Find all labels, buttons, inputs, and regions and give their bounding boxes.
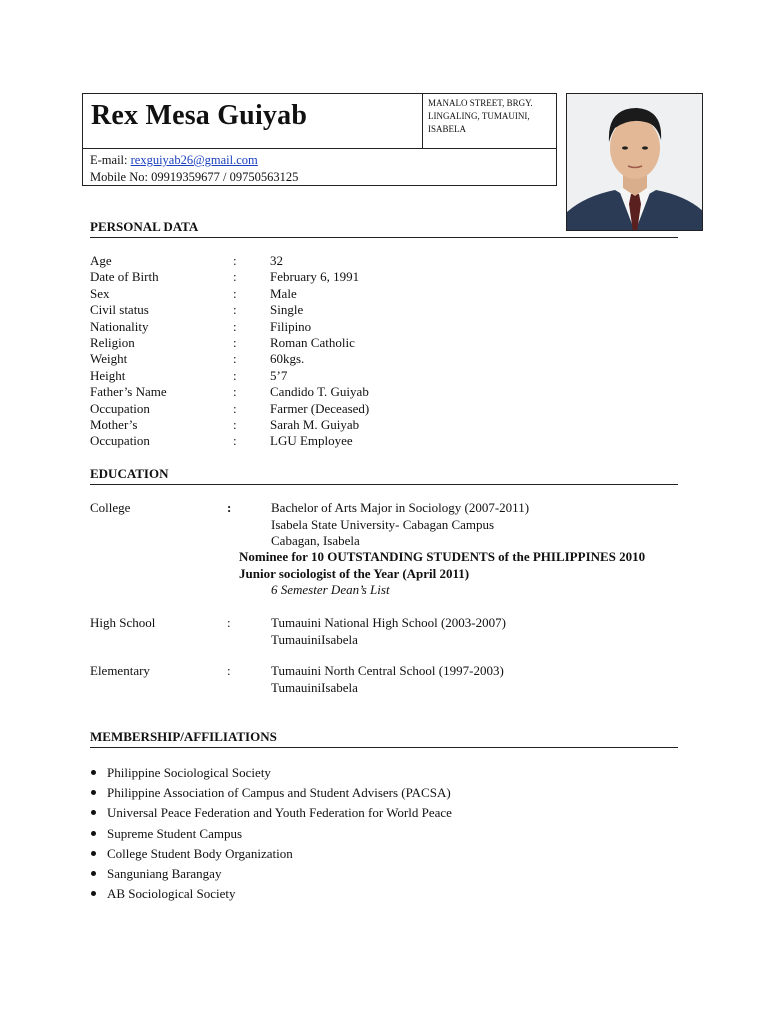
field-label: Mother’s [90, 417, 138, 432]
field-colon: : [233, 417, 237, 432]
field-colon: : [233, 335, 237, 350]
education-level-label: College [90, 500, 131, 515]
field-value: 60kgs. [270, 351, 305, 367]
college-location: Cabagan, Isabela [271, 533, 360, 548]
field-value: Farmer (Deceased) [270, 400, 370, 416]
profile-photo [566, 93, 703, 231]
education-level-label: Elementary [90, 663, 150, 678]
membership-name: Universal Peace Federation and Youth Federation for World Peace [107, 805, 452, 821]
address-line: ISABELA [428, 124, 466, 134]
elementary-location: TumauiniIsabela [271, 679, 358, 695]
email-link[interactable]: rexguiyab26@gmail.com [130, 153, 258, 167]
membership-name: AB Sociological Society [107, 886, 236, 902]
field-label: Weight [90, 351, 128, 367]
address-cell [423, 94, 556, 149]
field-label: Civil status [90, 302, 149, 318]
field-colon: : [233, 384, 237, 400]
field-label: Date of Birth [90, 269, 159, 285]
field-label: Height [90, 367, 126, 383]
college-details [271, 500, 529, 550]
list-item [90, 884, 452, 904]
field-colon: : [233, 367, 237, 383]
high-school-details [271, 615, 506, 648]
list-item [90, 844, 452, 864]
list-item [90, 803, 452, 823]
membership-heading: MEMBERSHIP/AFFILIATIONS [90, 729, 678, 748]
field-colon: : [233, 302, 237, 318]
deans-list: 6 Semester Dean’s List [271, 582, 390, 597]
personal-data-heading: PERSONAL DATA [90, 219, 678, 238]
field-label: Sex [90, 285, 110, 301]
field-value: Single [270, 302, 304, 318]
name-cell [83, 94, 423, 149]
field-colon: : [233, 351, 237, 367]
list-item [90, 763, 452, 783]
field-value: LGU Employee [270, 433, 353, 449]
field-value: 5’7 [270, 367, 288, 383]
membership-name: Philippine Association of Campus and Student Advisers (PACSA) [107, 785, 451, 801]
header-box [82, 93, 557, 186]
field-colon: : [233, 400, 237, 416]
field-colon: : [233, 253, 237, 268]
field-colon: : [227, 500, 232, 515]
elementary-name: Tumauini North Central School (1997-2003) [271, 663, 504, 678]
field-value: Filipino [270, 318, 312, 334]
address-line: LINGALING, TUMAUINI, [428, 111, 530, 121]
field-label: Nationality [90, 318, 149, 334]
email-label: E-mail: [90, 153, 128, 167]
bullet-icon [91, 871, 96, 876]
field-value: Candido T. Guiyab [270, 384, 369, 400]
field-value: February 6, 1991 [270, 269, 360, 285]
field-value: 32 [270, 253, 283, 268]
field-label: Occupation [90, 433, 150, 449]
field-value: Roman Catholic [270, 335, 355, 350]
bullet-icon [91, 770, 96, 775]
list-item [90, 864, 452, 884]
high-school-location: TumauiniIsabela [271, 631, 358, 647]
field-value: Male [270, 285, 297, 301]
mobile-row [90, 169, 298, 186]
field-value: Sarah M. Guiyab [270, 417, 360, 432]
mobile-label: Mobile No: [90, 170, 148, 184]
field-colon: : [227, 663, 231, 678]
bullet-icon [91, 790, 96, 795]
list-item [90, 783, 452, 803]
education-heading: EDUCATION [90, 466, 678, 485]
membership-name: Philippine Sociological Society [107, 765, 271, 780]
education-level-label: High School [90, 615, 156, 630]
bullet-icon [91, 810, 96, 815]
email-row [90, 152, 298, 169]
mobile-number: 09919359677 / 09750563125 [151, 170, 299, 184]
membership-list [90, 763, 452, 904]
field-label: Father’s Name [90, 384, 167, 400]
bullet-icon [91, 831, 96, 836]
applicant-name: Rex Mesa Guiyab [91, 100, 308, 131]
award-nominee: Nominee for 10 OUTSTANDING STUDENTS of the PHILIPPINES 2010 [239, 549, 646, 564]
field-colon: : [233, 433, 237, 449]
field-colon: : [233, 285, 237, 301]
membership-name: Supreme Student Campus [107, 825, 243, 841]
college-degree: Bachelor of Arts Major in Sociology (2007-2011) [271, 500, 530, 515]
bullet-icon [91, 851, 96, 856]
membership-name: College Student Body Organization [107, 845, 293, 861]
address-line: MANALO STREET, BRGY. [428, 98, 533, 108]
field-colon: : [233, 269, 237, 285]
bullet-icon [91, 891, 96, 896]
field-colon: : [233, 318, 237, 334]
field-label: Occupation [90, 400, 150, 416]
list-item [90, 824, 452, 844]
field-colon: : [227, 615, 231, 630]
college-school: Isabela State University- Cabagan Campus [271, 516, 495, 532]
elementary-details [271, 663, 504, 696]
field-label: Religion [90, 335, 135, 350]
field-label: Age [90, 253, 112, 268]
high-school-name: Tumauini National High School (2003-2007) [271, 615, 506, 630]
membership-name: Sanguniang Barangay [107, 865, 222, 881]
award-junior-sociologist: Junior sociologist of the Year (April 2011) [239, 566, 470, 581]
contact-info [90, 152, 298, 186]
